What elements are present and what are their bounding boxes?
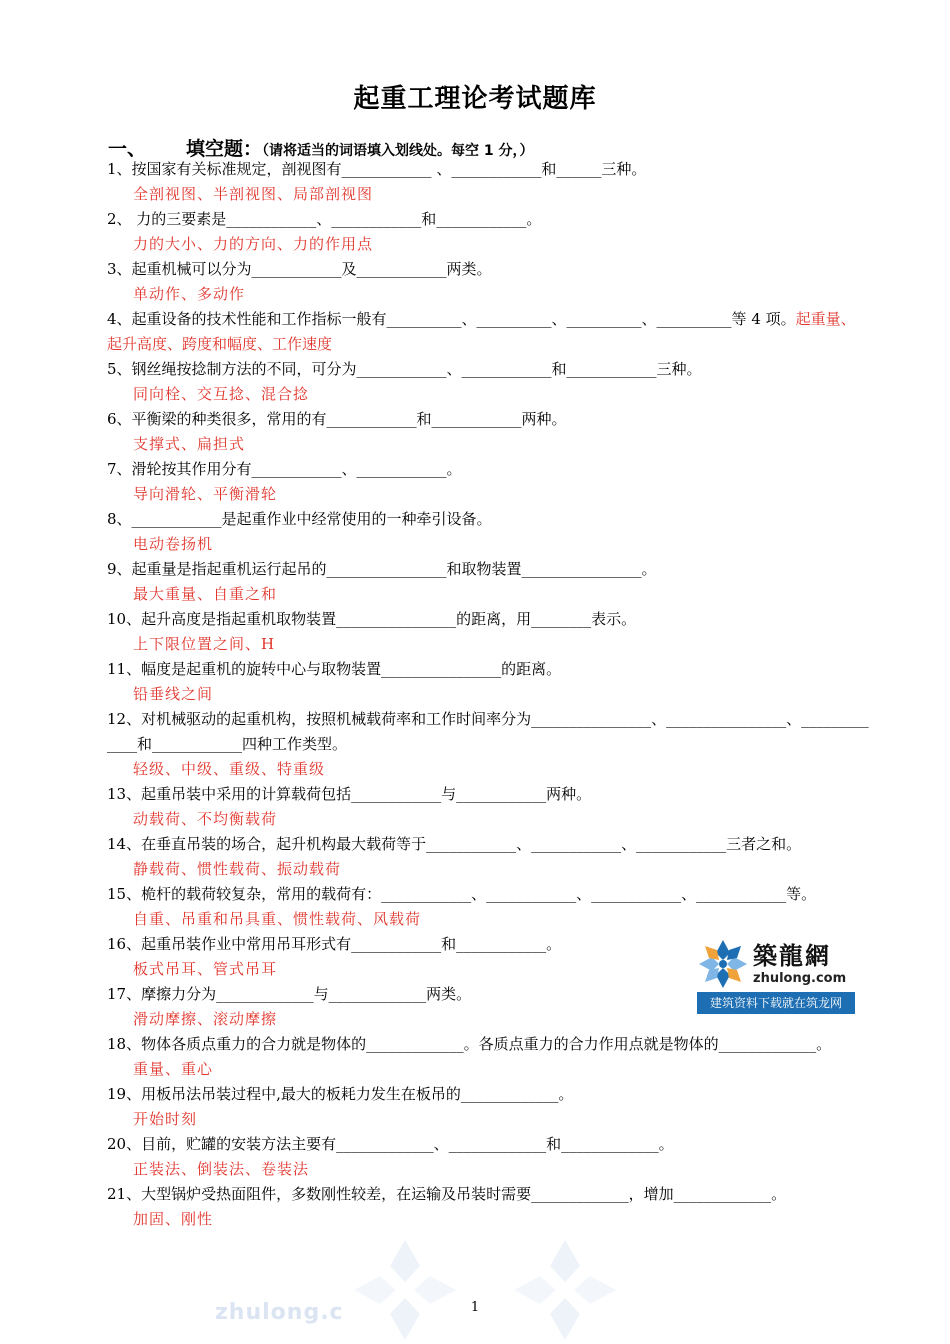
question-20: 20、目前，贮罐的安装方法主要有_____________、_____________和_____________。 (107, 1135, 674, 1153)
answer-21: 加固、刚性 (133, 1210, 214, 1228)
watermark-snowflake-icon (350, 1236, 460, 1344)
question-8: 8、____________是起重作业中经常使用的一种牵引设备。 (107, 510, 492, 528)
question-7: 7、滑轮按其作用分有____________、____________。 (107, 460, 462, 478)
answer-5: 同向栓、交互捻、混合捻 (133, 385, 310, 403)
logo-top (697, 936, 855, 992)
question-6: 6、平衡梁的种类很多，常用的有____________和____________两种。 (107, 410, 567, 428)
question-3: 3、起重机械可以分为____________及____________两类。 (107, 260, 492, 278)
answer-14: 静载荷、惯性载荷、振动载荷 (133, 860, 342, 878)
logo-text (753, 941, 846, 987)
question-16: 16、起重吊装作业中常用吊耳形式有____________和____________。 (107, 935, 562, 953)
answer-8: 电动卷扬机 (133, 535, 214, 553)
snowflake-logo-icon (697, 938, 749, 990)
answer-2: 力的大小、力的方向、力的作用点 (133, 235, 374, 253)
question-14: 14、在垂直吊装的场合，起升机构最大载荷等于____________、____________、____________三者之和。 (107, 835, 802, 853)
answer-11: 铅垂线之间 (133, 685, 214, 703)
logo-domain: zhulong.com (753, 971, 847, 986)
watermark-snowflake-icon-2 (510, 1236, 620, 1344)
question-9: 9、起重量是指起重机运行起吊的________________和取物装置________________。 (107, 560, 657, 578)
question-1: 1、按国家有关标准规定，剖视图有____________ 、____________和______三种。 (107, 160, 647, 178)
question-11: 11、幅度是起重机的旋转中心与取物装置________________的距离。 (107, 660, 562, 678)
question-10: 10、起升高度是指起重机取物装置________________的距离，用________表示。 (107, 610, 637, 628)
answer-18: 重量、重心 (133, 1060, 214, 1078)
answer-7: 导向滑轮、平衡滑轮 (133, 485, 278, 503)
answer-15: 自重、吊重和吊具重、惯性载荷、风载荷 (133, 910, 422, 928)
answer-13: 动载荷、不均衡载荷 (133, 810, 278, 828)
question-2: 2、 力的三要素是____________、____________和____________。 (107, 210, 542, 228)
answer-3: 单动作、多动作 (133, 285, 246, 303)
section-note: （请将适当的词语填入划线处。每空 1 分，） (262, 143, 534, 159)
question-17: 17、摩擦力分为_____________与_____________两类。 (107, 985, 472, 1003)
answer-12: 轻级、中级、重级、特重级 (133, 760, 326, 778)
page-title: 起重工理论考试题库 (353, 84, 597, 114)
logo-name: 築龍網 (753, 942, 831, 970)
question-12: 12、对机械驱动的起重机构，按照机械载荷率和工作时间率分为________________、________________、_____________和____________四种工作类型。 (107, 710, 869, 753)
section-title: 填空题： (186, 138, 263, 160)
question-21: 21、大型锅炉受热面阻件，多数刚性较差，在运输及吊装时需要_____________，增加_____________。 (107, 1185, 787, 1203)
question-5: 5、钢丝绳按捻制方法的不同，可分为____________、____________和____________三种。 (107, 360, 702, 378)
answer-20: 正装法、倒装法、卷装法 (133, 1160, 310, 1178)
question-19: 19、用板吊法吊装过程中,最大的板耗力发生在板吊的_____________。 (107, 1085, 574, 1103)
question-4-text: 4、起重设备的技术性能和工作指标一般有__________、__________、__________、__________等 4 项。 (107, 310, 796, 328)
question-18: 18、物体各质点重力的合力就是物体的_____________。各质点重力的合力作用点就是物体的_____________。 (107, 1035, 832, 1053)
answer-19: 开始时刻 (133, 1110, 198, 1128)
answer-4: 起重量、起升高度、跨度和幅度、工作速度 (107, 310, 856, 353)
question-13: 13、起重吊装中采用的计算载荷包括____________与____________两种。 (107, 785, 592, 803)
question-15: 15、桅杆的载荷较复杂，常用的载荷有：____________、____________、____________、____________等。 (107, 885, 817, 903)
section-number: 一、 (108, 138, 147, 160)
logo-slogan: 建筑资料下载就在筑龙网 (697, 992, 855, 1014)
zhulong-logo (697, 936, 855, 1016)
answer-17: 滑动摩擦、滚动摩擦 (133, 1010, 278, 1028)
page-number: 1 (470, 1300, 480, 1315)
answer-10: 上下限位置之间、H (133, 635, 276, 653)
answer-1: 全剖视图、半剖视图、局部剖视图 (133, 185, 374, 203)
answer-6: 支撑式、扁担式 (133, 435, 246, 453)
answer-9: 最大重量、自重之和 (133, 585, 278, 603)
question-4 (107, 307, 869, 357)
watermark-text: zhulong.c (215, 1300, 344, 1325)
question-list (107, 157, 869, 1232)
answer-16: 板式吊耳、管式吊耳 (133, 960, 278, 978)
